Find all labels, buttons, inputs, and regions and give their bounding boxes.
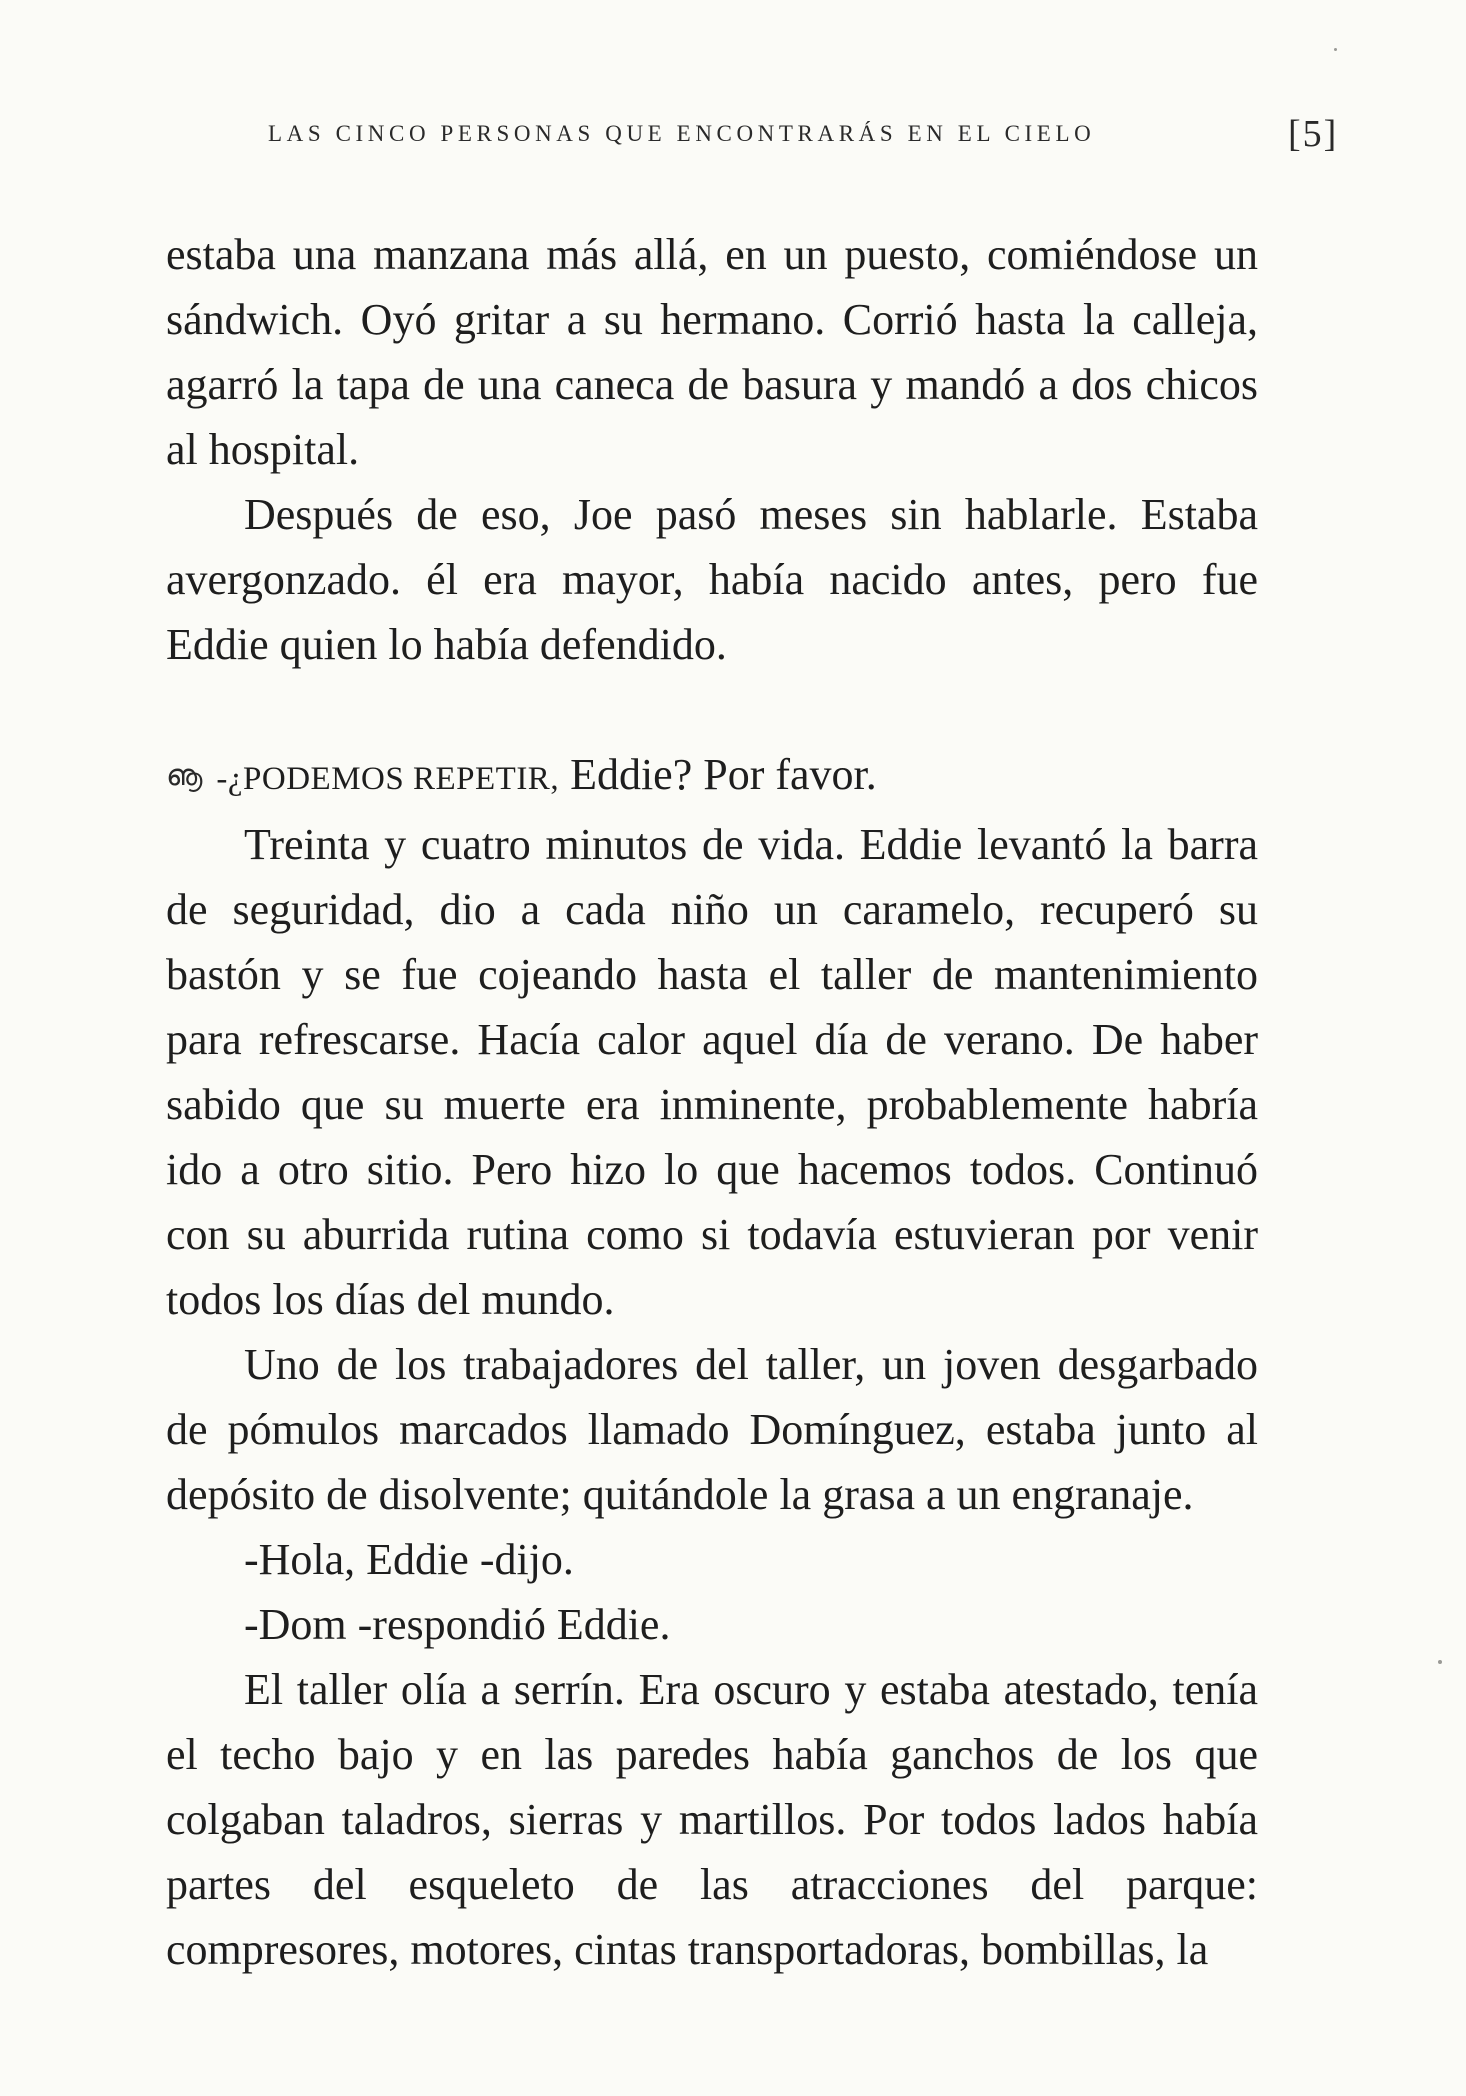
scan-speck: [1438, 1660, 1442, 1664]
paragraph: Treinta y cuatro minutos de vida. Eddie levantó la barra de seguridad, dio a cada niño un caramelo, recuperó su bastón y se fue cojeando hasta el taller de mantenimiento para refrescarse. Hacía calor aquel día de verano. De haber sabido que su muerte era inminente, probablemente habría ido a otro sitio. Pero hizo lo que hacemos todos. Continuó con su aburrida rutina como si todavía estuvieran por venir todos los días del mundo.: [166, 820, 1258, 1324]
section-opening-paragraph: [166, 742, 1258, 812]
section-ornament-icon: ൡ: [166, 759, 201, 792]
paragraph: Uno de los trabajadores del taller, un joven desgarbado de pómulos marcados llamado Domínguez, estaba junto al depósito de disolvente; quitándole la grasa a un engranaje.: [166, 1340, 1258, 1519]
dialogue-line: -Dom -respondió Eddie.: [244, 1600, 671, 1649]
section-opening-text: Eddie? Por favor.: [559, 750, 877, 799]
scan-speck: [1334, 48, 1337, 51]
section-opening-smallcaps: -¿PODEMOS REPETIR,: [216, 761, 560, 797]
page-number: [5]: [1288, 113, 1339, 155]
paragraph: El taller olía a serrín. Era oscuro y estaba atestado, tenía el techo bajo y en las paredes había ganchos de los que colgaban taladros, sierras y martillos. Por todos lados había partes del esqueleto de las atracciones del parque: compresores, motores, cintas transportadoras, bombillas, la: [166, 1665, 1258, 1974]
paragraph-continuation: estaba una manzana más allá, en un puesto, comiéndose un sándwich. Oyó gritar a su hermano. Corrió hasta la calleja, agarró la tapa de una caneca de basura y mandó a dos chicos al hospital.: [166, 230, 1258, 474]
section-break: [166, 677, 1258, 742]
paragraph: Después de eso, Joe pasó meses sin hablarle. Estaba avergonzado. él era mayor, había nacido antes, pero fue Eddie quien lo había defendido.: [166, 490, 1258, 669]
running-header: [268, 112, 1339, 155]
running-title: LAS CINCO PERSONAS QUE ENCONTRARÁS EN EL CIELO: [268, 121, 1096, 146]
body-text: [166, 222, 1258, 1982]
dialogue-line: -Hola, Eddie -dijo.: [244, 1535, 574, 1584]
